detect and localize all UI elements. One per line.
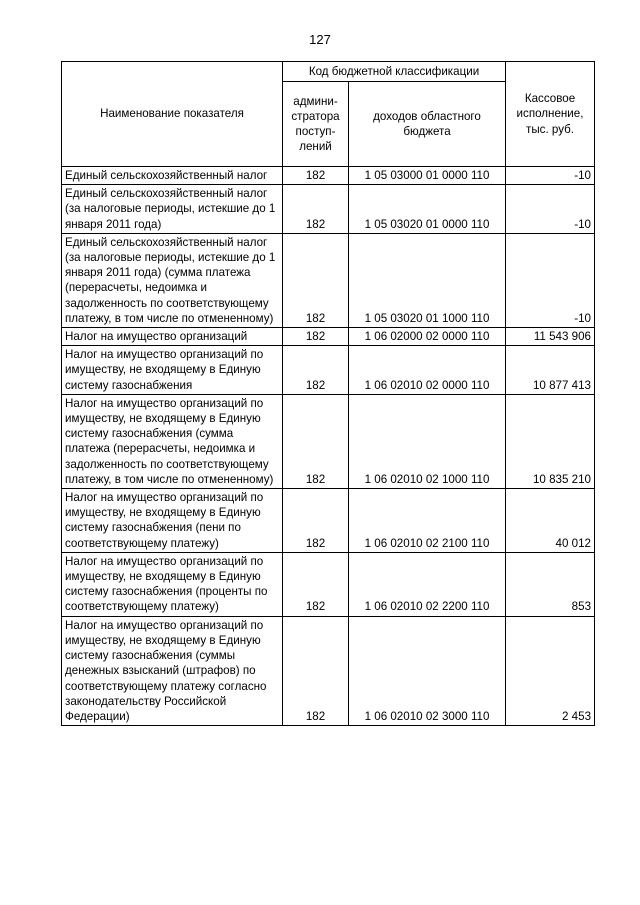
row-cash-execution-amount: 853 (506, 552, 595, 616)
row-indicator-name: Единый сельскохозяйственный налог (за налоговые периоды, истекшие до 1 января 2011 года) (62, 185, 283, 234)
row-classification-code: 1 06 02010 02 3000 110 (349, 616, 506, 725)
table-row (62, 167, 595, 185)
table-row (62, 394, 595, 488)
header-indicator-name: Наименование показателя (62, 62, 283, 167)
row-cash-execution-amount: -10 (506, 185, 595, 234)
row-administrator-code: 182 (283, 328, 349, 346)
row-administrator-code: 182 (283, 346, 349, 395)
row-classification-code: 1 06 02010 02 2200 110 (349, 552, 506, 616)
row-classification-code: 1 06 02010 02 0000 110 (349, 346, 506, 395)
row-cash-execution-amount: -10 (506, 233, 595, 327)
row-administrator-code: 182 (283, 185, 349, 234)
header-budget-classification-code: Код бюджетной классификации (283, 62, 506, 82)
row-cash-execution-amount: 11 543 906 (506, 328, 595, 346)
row-indicator-name: Налог на имущество организаций по имуществу, не входящему в Единую систему газоснабжения (проценты по соответствующему платежу) (62, 552, 283, 616)
row-administrator-code: 182 (283, 394, 349, 488)
row-cash-execution-amount: -10 (506, 167, 595, 185)
row-cash-execution-amount: 10 877 413 (506, 346, 595, 395)
row-classification-code: 1 06 02010 02 2100 110 (349, 489, 506, 553)
row-indicator-name: Налог на имущество организаций по имуществу, не входящему в Единую систему газоснабжения (62, 346, 283, 395)
row-cash-execution-amount: 2 453 (506, 616, 595, 725)
row-administrator-code: 182 (283, 167, 349, 185)
header-revenue-administrator: админи-стратора поступ-лений (283, 82, 349, 167)
page-number: 127 (309, 32, 331, 47)
row-cash-execution-amount: 40 012 (506, 489, 595, 553)
table-row (62, 185, 595, 234)
row-classification-code: 1 05 03020 01 1000 110 (349, 233, 506, 327)
row-indicator-name: Налог на имущество организаций по имуществу, не входящему в Единую систему газоснабжения (суммы денежных взысканий (штрафов) по соответствующему платежу согласно законодательству Российской Федерации) (62, 616, 283, 725)
table-body (62, 167, 595, 726)
row-classification-code: 1 06 02010 02 1000 110 (349, 394, 506, 488)
header-regional-budget-income: доходов областного бюджета (349, 82, 506, 167)
row-indicator-name: Единый сельскохозяйственный налог (62, 167, 283, 185)
row-administrator-code: 182 (283, 616, 349, 725)
row-classification-code: 1 05 03020 01 0000 110 (349, 185, 506, 234)
budget-revenue-table (61, 61, 595, 726)
table-row (62, 346, 595, 395)
header-row-top (62, 62, 595, 82)
row-administrator-code: 182 (283, 233, 349, 327)
row-cash-execution-amount: 10 835 210 (506, 394, 595, 488)
header-cash-execution: Кассовое исполнение, тыс. руб. (506, 62, 595, 167)
table-row (62, 552, 595, 616)
row-indicator-name: Налог на имущество организаций (62, 328, 283, 346)
table-row (62, 616, 595, 725)
row-indicator-name: Налог на имущество организаций по имуществу, не входящему в Единую систему газоснабжения (сумма платежа (перерасчеты, недоимка и задолженность по соответствующему платежу, в том числе по отмененному) (62, 394, 283, 488)
row-classification-code: 1 05 03000 01 0000 110 (349, 167, 506, 185)
row-indicator-name: Единый сельскохозяйственный налог (за налоговые периоды, истекшие до 1 января 2011 года) (сумма платежа (перерасчеты, недоимка и задолженность по соответствующему платежу, в том числе по отмененному) (62, 233, 283, 327)
table-row (62, 489, 595, 553)
row-indicator-name: Налог на имущество организаций по имуществу, не входящему в Единую систему газоснабжения (пени по соответствующему платежу) (62, 489, 283, 553)
table-header (62, 62, 595, 167)
table-row (62, 233, 595, 327)
row-classification-code: 1 06 02000 02 0000 110 (349, 328, 506, 346)
row-administrator-code: 182 (283, 552, 349, 616)
row-administrator-code: 182 (283, 489, 349, 553)
table-row (62, 328, 595, 346)
